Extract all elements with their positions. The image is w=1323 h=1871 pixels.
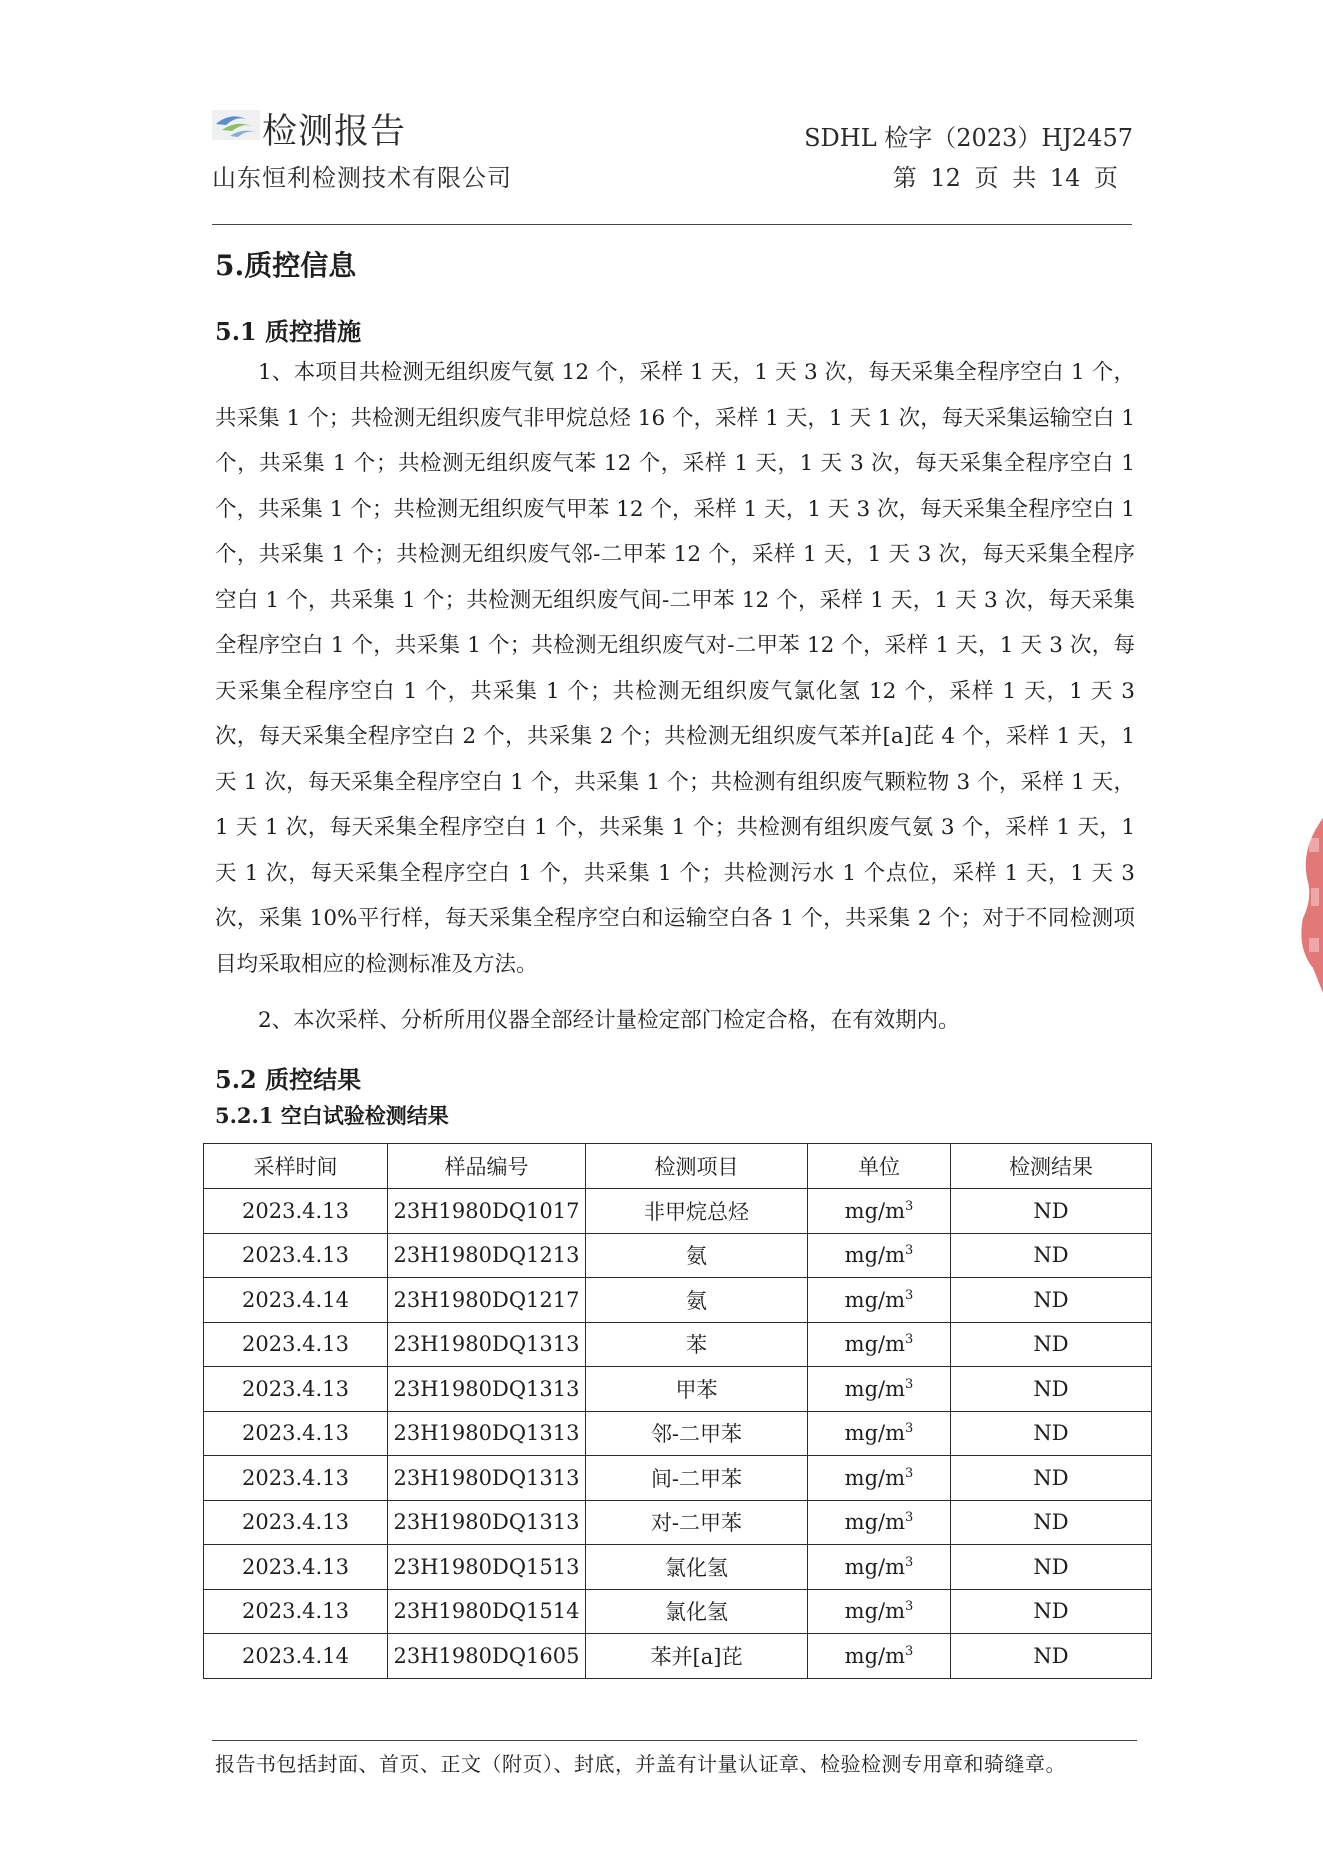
cell-date: 2023.4.13 xyxy=(204,1411,388,1456)
unit-base: mg/m xyxy=(844,1510,906,1535)
cell-item: 氨 xyxy=(586,1233,808,1278)
unit-base: mg/m xyxy=(844,1287,906,1312)
cell-result: ND xyxy=(951,1278,1152,1323)
cell-sample: 23H1980DQ1313 xyxy=(388,1456,586,1501)
unit-base: mg/m xyxy=(844,1465,906,1490)
section-title: 5.质控信息 xyxy=(215,249,357,282)
col-header-unit: 单位 xyxy=(808,1144,951,1189)
cell-unit xyxy=(808,1456,951,1501)
unit-base: mg/m xyxy=(844,1332,906,1357)
cell-result: ND xyxy=(951,1500,1152,1545)
footer-note: 报告书包括封面、首页、正文（附页）、封底，并盖有计量认证章、检验检测专用章和骑缝章。 xyxy=(215,1752,1066,1776)
cell-item: 间-二甲苯 xyxy=(586,1456,808,1501)
page-info: 第 12 页 共 14 页 xyxy=(892,164,1118,192)
table-row xyxy=(204,1589,1152,1634)
unit-base: mg/m xyxy=(844,1198,906,1223)
cell-result: ND xyxy=(951,1189,1152,1234)
red-seal-fragment xyxy=(1293,818,1323,993)
table-row xyxy=(204,1322,1152,1367)
cell-result: ND xyxy=(951,1589,1152,1634)
table-header-row xyxy=(204,1144,1152,1189)
unit-exponent: 3 xyxy=(905,1332,914,1348)
cell-sample: 23H1980DQ1313 xyxy=(388,1322,586,1367)
unit-exponent: 3 xyxy=(905,1287,914,1303)
cell-unit xyxy=(808,1189,951,1234)
unit-exponent: 3 xyxy=(905,1599,914,1615)
cell-item: 苯并[a]芘 xyxy=(586,1634,808,1679)
cell-sample: 23H1980DQ1313 xyxy=(388,1500,586,1545)
table-row xyxy=(204,1411,1152,1456)
cell-date: 2023.4.13 xyxy=(204,1233,388,1278)
cell-unit xyxy=(808,1634,951,1679)
cell-date: 2023.4.13 xyxy=(204,1589,388,1634)
cell-result: ND xyxy=(951,1367,1152,1412)
cell-date: 2023.4.13 xyxy=(204,1367,388,1412)
unit-exponent: 3 xyxy=(905,1376,914,1392)
cell-unit xyxy=(808,1500,951,1545)
table-row xyxy=(204,1545,1152,1590)
company-logo-icon xyxy=(212,110,260,140)
table-row xyxy=(204,1634,1152,1679)
cell-item: 氨 xyxy=(586,1278,808,1323)
cell-date: 2023.4.14 xyxy=(204,1278,388,1323)
cell-item: 氯化氢 xyxy=(586,1589,808,1634)
unit-exponent: 3 xyxy=(905,1243,914,1259)
unit-base: mg/m xyxy=(844,1243,906,1268)
cell-item: 甲苯 xyxy=(586,1367,808,1412)
col-header-result: 检测结果 xyxy=(951,1144,1152,1189)
cell-item: 对-二甲苯 xyxy=(586,1500,808,1545)
cell-item: 氯化氢 xyxy=(586,1545,808,1590)
footer-divider xyxy=(212,1740,1137,1741)
measures-heading: 5.1 质控措施 xyxy=(215,317,362,346)
unit-base: mg/m xyxy=(844,1599,906,1624)
col-header-item: 检测项目 xyxy=(586,1144,808,1189)
unit-exponent: 3 xyxy=(905,1421,914,1437)
measures-paragraph-1: 1、本项目共检测无组织废气氨 12 个，采样 1 天，1 天 3 次，每天采集全程序空白 1 个，共采集 1 个；共检测无组织废气非甲烷总烃 16 个，采样 1 天，1 天 1 次，每天采集运输空白 1 个，共采集 1 个；共检测无组织废气苯 12 个，采样 1 天，1 天 3 次，每天采集全程序空白 1 个，共采集 1 个；共检测无组织废气甲苯 12 个，采样 1 天，1 天 3 次，每天采集全程序空白 1 个，共采集 1 个；共检测无组织废气邻-二甲苯 12 个，采样 1 天，1 天 3 次，每天采集全程序空白 1 个，共采集 1 个；共检测无组织废气间-二甲苯 12 个，采样 1 天，1 天 3 次，每天采集全程序空白 1 个，共采集 1 个；共检测无组织废气对-二甲苯 12 个，采样 1 天，1 天 3 次，每天采集全程序空白 1 个，共采集 1 个；共检测无组织废气氯化氢 12 个，采样 1 天，1 天 3 次，每天采集全程序空白 2 个，共采集 2 个；共检测无组织废气苯并[a]芘 4 个，采样 1 天，1 天 1 次，每天采集全程序空白 1 个，共采集 1 个；共检测有组织废气颗粒物 3 个，采样 1 天，1 天 1 次，每天采集全程序空白 1 个，共采集 1 个；共检测有组织废气氨 3 个，采样 1 天，1 天 1 次，每天采集全程序空白 1 个，共采集 1 个；共检测污水 1 个点位，采样 1 天，1 天 3 次，采集 10%平行样，每天采集全程序空白和运输空白各 1 个，共采集 2 个；对于不同检测项目均采取相应的检测标准及方法。 xyxy=(215,360,1135,977)
cell-unit xyxy=(808,1589,951,1634)
cell-sample: 23H1980DQ1313 xyxy=(388,1367,586,1412)
cell-unit xyxy=(808,1545,951,1590)
report-code: SDHL 检字（2023）HJ2457 xyxy=(804,124,1133,152)
cell-result: ND xyxy=(951,1456,1152,1501)
cell-date: 2023.4.13 xyxy=(204,1500,388,1545)
cell-item: 苯 xyxy=(586,1322,808,1367)
cell-result: ND xyxy=(951,1411,1152,1456)
cell-unit xyxy=(808,1367,951,1412)
cell-date: 2023.4.13 xyxy=(204,1189,388,1234)
unit-exponent: 3 xyxy=(905,1554,914,1570)
unit-exponent: 3 xyxy=(905,1465,914,1481)
report-title: 检测报告 xyxy=(262,112,407,152)
table-row xyxy=(204,1500,1152,1545)
unit-exponent: 3 xyxy=(905,1643,914,1659)
unit-exponent: 3 xyxy=(905,1510,914,1526)
cell-date: 2023.4.13 xyxy=(204,1322,388,1367)
measures-paragraph-2: 2、本次采样、分析所用仪器全部经计量检定部门检定合格，在有效期内。 xyxy=(258,1008,960,1033)
cell-sample: 23H1980DQ1217 xyxy=(388,1278,586,1323)
cell-sample: 23H1980DQ1313 xyxy=(388,1411,586,1456)
unit-base: mg/m xyxy=(844,1554,906,1579)
cell-item: 非甲烷总烃 xyxy=(586,1189,808,1234)
cell-result: ND xyxy=(951,1545,1152,1590)
table-row xyxy=(204,1233,1152,1278)
cell-unit xyxy=(808,1411,951,1456)
blank-test-heading: 5.2.1 空白试验检测结果 xyxy=(215,1103,449,1128)
table-row xyxy=(204,1278,1152,1323)
cell-unit xyxy=(808,1233,951,1278)
col-header-sample: 样品编号 xyxy=(388,1144,586,1189)
cell-sample: 23H1980DQ1513 xyxy=(388,1545,586,1590)
cell-unit xyxy=(808,1322,951,1367)
unit-base: mg/m xyxy=(844,1643,906,1668)
cell-unit xyxy=(808,1278,951,1323)
cell-result: ND xyxy=(951,1233,1152,1278)
cell-date: 2023.4.13 xyxy=(204,1545,388,1590)
col-header-date: 采样时间 xyxy=(204,1144,388,1189)
cell-result: ND xyxy=(951,1634,1152,1679)
table-row xyxy=(204,1367,1152,1412)
cell-sample: 23H1980DQ1213 xyxy=(388,1233,586,1278)
cell-date: 2023.4.13 xyxy=(204,1456,388,1501)
results-heading: 5.2 质控结果 xyxy=(215,1065,362,1094)
table-row xyxy=(204,1189,1152,1234)
cell-result: ND xyxy=(951,1322,1152,1367)
unit-base: mg/m xyxy=(844,1376,906,1401)
blank-test-table xyxy=(203,1143,1152,1679)
company-name: 山东恒利检测技术有限公司 xyxy=(212,164,512,192)
header-divider xyxy=(212,224,1132,225)
cell-sample: 23H1980DQ1017 xyxy=(388,1189,586,1234)
table-row xyxy=(204,1456,1152,1501)
unit-base: mg/m xyxy=(844,1421,906,1446)
cell-sample: 23H1980DQ1605 xyxy=(388,1634,586,1679)
cell-item: 邻-二甲苯 xyxy=(586,1411,808,1456)
unit-exponent: 3 xyxy=(905,1198,914,1214)
cell-sample: 23H1980DQ1514 xyxy=(388,1589,586,1634)
cell-date: 2023.4.14 xyxy=(204,1634,388,1679)
